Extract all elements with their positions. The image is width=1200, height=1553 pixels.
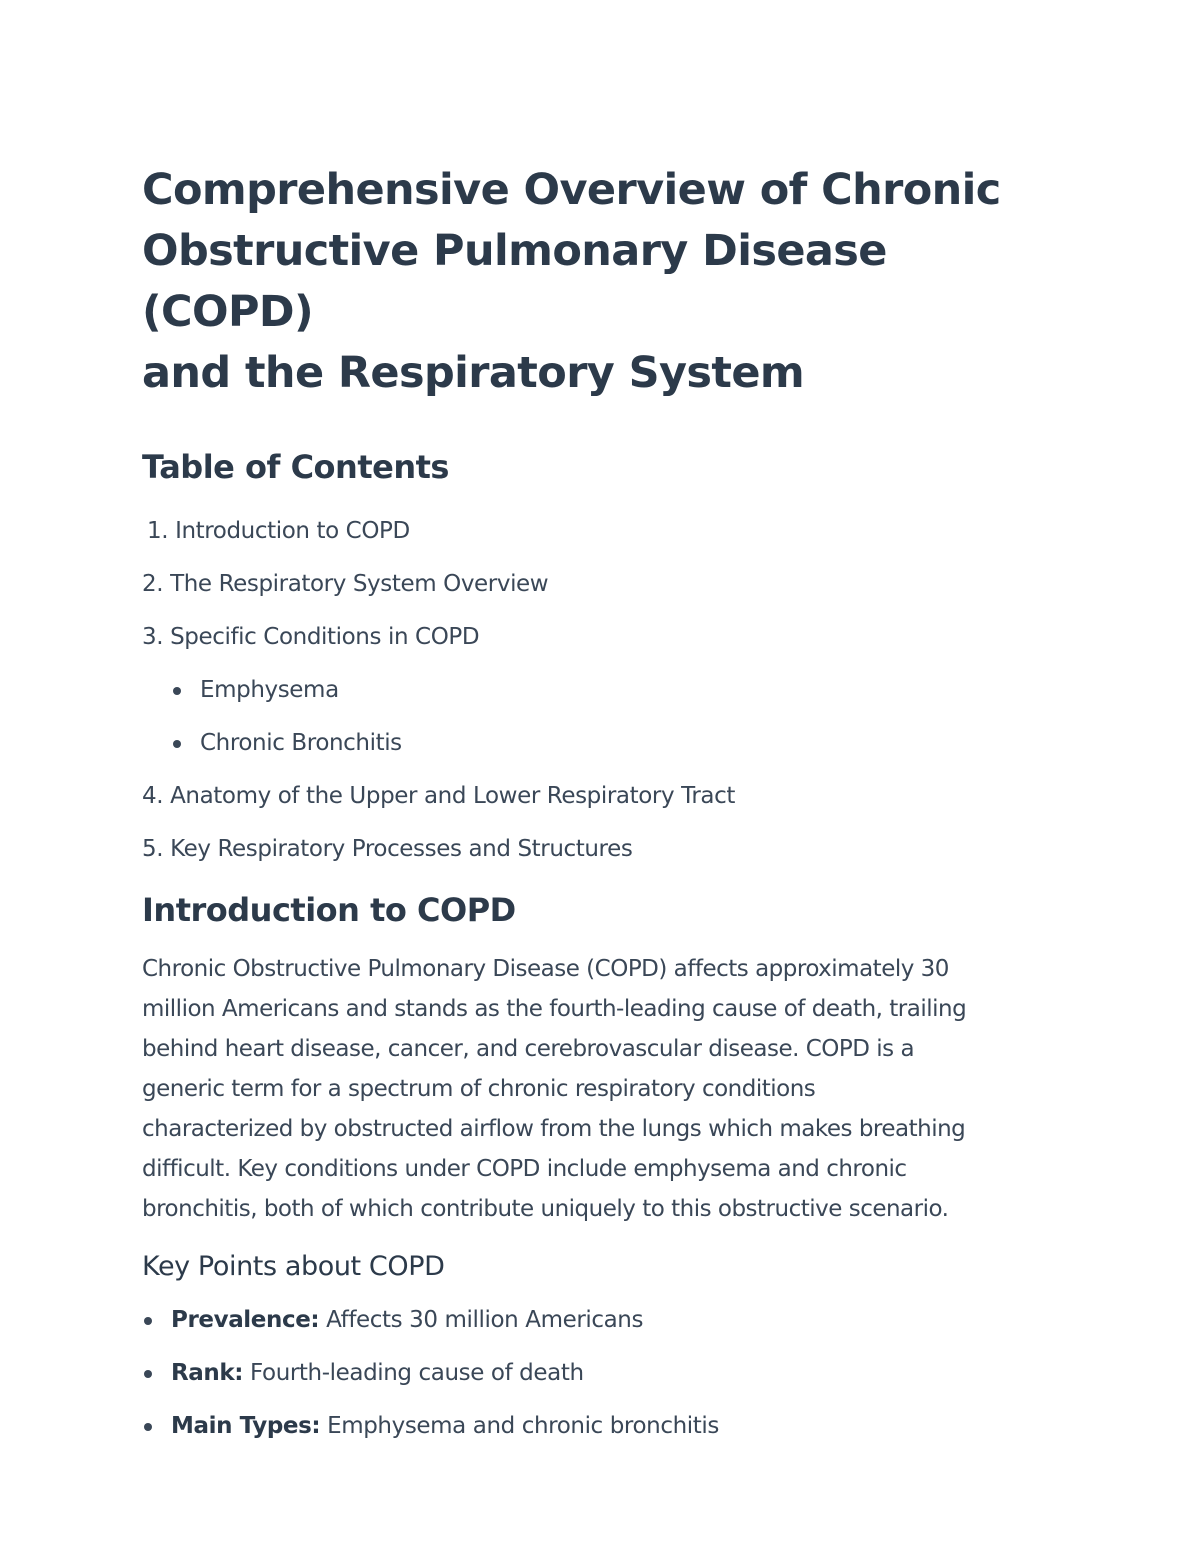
toc-item-label: Specific Conditions in COPD (170, 624, 480, 650)
paragraph-line: million Americans and stands as the fourth-leading cause of death, trailing (142, 996, 967, 1022)
key-points-list (142, 1303, 1062, 1443)
paragraph-line: difficult. Key conditions under COPD include emphysema and chronic (142, 1156, 907, 1182)
title-line-1: Comprehensive Overview of Chronic (142, 165, 1001, 215)
toc-item-number: 5. (142, 836, 164, 862)
toc-heading: Table of Contents (142, 448, 449, 486)
key-point-prevalence (142, 1303, 1062, 1337)
page-title (142, 160, 1062, 404)
toc-item-label: Key Respiratory Processes and Structures (170, 836, 633, 862)
key-point-label: Rank: (171, 1360, 244, 1386)
toc-item-introduction[interactable] (142, 514, 1062, 548)
document-page (142, 160, 1062, 1462)
toc-item-key-processes[interactable] (142, 832, 1062, 866)
key-point-label: Prevalence: (171, 1307, 320, 1333)
toc-item-respiratory-system[interactable] (142, 567, 1062, 601)
section-heading-introduction: Introduction to COPD (142, 891, 516, 929)
key-point-rank (142, 1356, 1062, 1390)
key-points-heading: Key Points about COPD (142, 1251, 445, 1282)
intro-paragraph (142, 949, 1057, 1229)
key-point-main-types (142, 1409, 1062, 1443)
toc-item-label: Introduction to COPD (175, 518, 410, 544)
title-line-3: and the Respiratory System (142, 348, 805, 398)
paragraph-line: generic term for a spectrum of chronic respiratory conditions (142, 1076, 816, 1102)
toc-sublist (142, 673, 1062, 760)
key-point-label: Main Types: (171, 1413, 321, 1439)
key-point-text: Affects 30 million Americans (319, 1307, 644, 1333)
toc-item-specific-conditions[interactable] (142, 620, 1062, 760)
toc-item-anatomy[interactable] (142, 779, 1062, 813)
toc-item-label: The Respiratory System Overview (170, 571, 549, 597)
title-line-2: Obstructive Pulmonary Disease (COPD) (142, 226, 887, 337)
toc-item-number: 2. (142, 571, 164, 597)
toc-subitem-chronic-bronchitis[interactable]: Chronic Bronchitis (142, 726, 1062, 760)
paragraph-line: behind heart disease, cancer, and cerebrovascular disease. COPD is a (142, 1036, 915, 1062)
paragraph-line: bronchitis, both of which contribute uniquely to this obstructive scenario. (142, 1196, 949, 1222)
toc-item-label: Anatomy of the Upper and Lower Respiratory Tract (170, 783, 735, 809)
key-point-text: Fourth-leading cause of death (243, 1360, 584, 1386)
toc-item-number: 4. (142, 783, 164, 809)
toc-item-number: 1. (147, 518, 169, 544)
table-of-contents (142, 514, 1062, 866)
toc-subitem-emphysema[interactable]: Emphysema (142, 673, 1062, 707)
paragraph-line: Chronic Obstructive Pulmonary Disease (COPD) affects approximately 30 (142, 956, 949, 982)
toc-item-number: 3. (142, 624, 164, 650)
key-point-text: Emphysema and chronic bronchitis (320, 1413, 719, 1439)
paragraph-line: characterized by obstructed airflow from the lungs which makes breathing (142, 1116, 966, 1142)
